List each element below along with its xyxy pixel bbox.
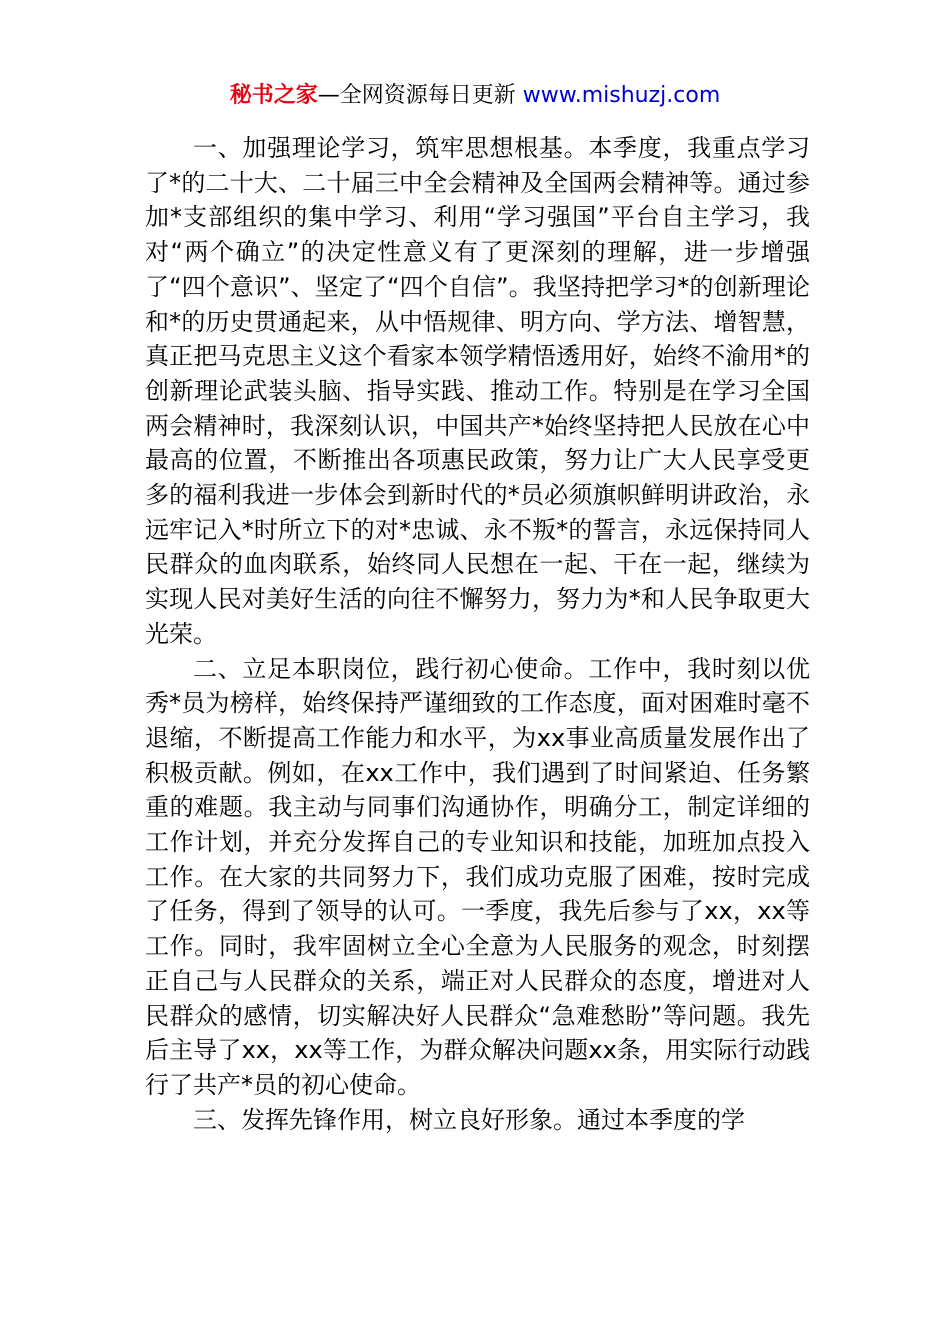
paragraph-theory-study: 一、加强理论学习，筑牢思想根基。本季度，我重点学习了*的二十大、二十届三中全会精神及全国两会精神等。通过参加*支部组织的集中学习、利用“学习强国”平台自主学习，我对“两个确立”的决定性意义有了更深刻的理解，进一步增强了“四个意识”、坚定了“四个自信”。我坚持把学习*的创新理论和*的历史贯通起来，从中悟规律、明方向、学方法、增智慧，真正把马克思主义这个看家本领学精悟透用好，始终不渝用*的创新理论武装头脑、指导实践、推动工作。特别是在学习全国两会精神时，我深刻认识，中国共产*始终坚持把人民放在心中最高的位置，不断推出各项惠民政策，努力让广大人民享受更多的福利我进一步体会到新时代的*员必须旗帜鲜明讲政治，永远牢记入*时所立下的对*忠诚、永不叛*的誓言，永远保持同人民群众的血肉联系，始终同人民想在一起、干在一起，继续为实现人民对美好生活的向往不懈努力，努力为*和人民争取更大光荣。 [145, 134, 810, 648]
site-tagline: —全网资源每日更新 [317, 83, 523, 108]
paragraph-job-mission: 二、立足本职岗位，践行初心使命。工作中，我时刻以优秀*员为榜样，始终保持严谨细致的工作态度，面对困难时毫不退缩，不断提高工作能力和水平，为xx事业高质量发展作出了积极贡献。例如，在xx工作中，我们遇到了时间紧迫、任务繁重的难题。我主动与同事们沟通协作，明确分工，制定详细的工作计划，并充分发挥自己的专业知识和技能，加班加点投入工作。在大家的共同努力下，我们成功克服了困难，按时完成了任务，得到了领导的认可。一季度，我先后参与了xx，xx等工作。同时，我牢固树立全心全意为人民服务的观念，时刻摆正自己与人民群众的关系，端正对人民群众的态度，增进对人民群众的感情，切实解决好人民群众“急难愁盼”等问题。我先后主导了xx，xx等工作，为群众解决问题xx条，用实际行动践行了共产*员的初心使命。 [145, 654, 810, 1099]
site-brand: 秘书之家 [229, 83, 318, 108]
document-body [145, 131, 810, 1137]
paragraph-vanguard-role: 三、发挥先锋作用，树立良好形象。通过本季度的学 [193, 1105, 745, 1134]
site-url-link[interactable]: www.mishuzj.com [522, 83, 721, 108]
site-header [0, 80, 950, 112]
